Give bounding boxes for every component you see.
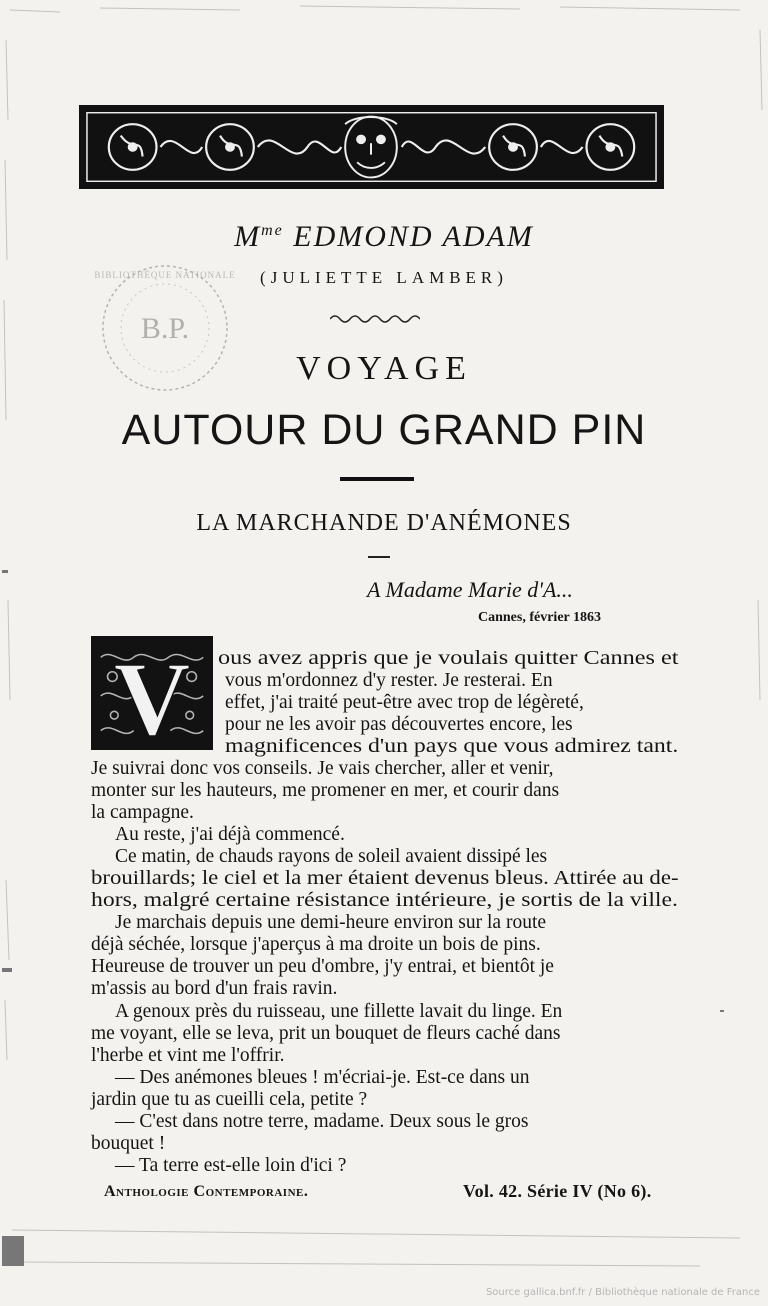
body-line-19: l'herbe et vint me l'offrir. — [91, 1045, 285, 1066]
body-line-14: déjà séchée, lorsque j'aperçus à ma droite un bois de pins. — [91, 934, 541, 955]
body-line-17: A genoux près du ruisseau, une fillette lavait du linge. En — [115, 1001, 563, 1022]
floral-ornament-icon — [81, 107, 662, 187]
body-line-8: la campagne. — [91, 802, 194, 823]
body-line-10: Ce matin, de chauds rayons de soleil avaient dissipé les — [115, 846, 548, 867]
stamp-initials: B.P. — [140, 312, 190, 345]
author-prefix: M — [234, 220, 262, 253]
body-line-20: — Des anémones bleues ! m'écriai-je. Est-ce dans un — [115, 1067, 530, 1088]
dropcap-letter: V — [113, 639, 191, 748]
title-rule — [340, 477, 414, 481]
footer-anthology: Anthologie Contemporaine. — [104, 1183, 309, 1200]
body-line-23: bouquet ! — [91, 1133, 166, 1154]
body-line-9: Au reste, j'ai déjà commencé. — [115, 824, 345, 845]
body-line-4: pour ne les avoir pas découvertes encore, les — [225, 714, 573, 735]
dedication: A Madame Marie d'A... — [367, 577, 573, 602]
body-line-2: vous m'ordonnez d'y rester. Je resterai. En — [225, 670, 553, 691]
body-line-13: Je marchais depuis une demi-heure environ sur la route — [115, 912, 547, 933]
chapter-rule — [368, 556, 390, 558]
wavy-divider-icon — [330, 313, 420, 325]
dropcap-ornament-icon — [93, 638, 211, 748]
dateline: Cannes, février 1863 — [478, 610, 601, 625]
body-line-18: me voyant, elle se leva, prit un bouquet de fleurs caché dans — [91, 1023, 561, 1044]
author-line — [0, 220, 768, 254]
footer-volume: Vol. 42. Série IV (No 6). — [463, 1181, 652, 1201]
source-attribution: Source gallica.bnf.fr / Bibliothèque nationale de France — [485, 1287, 760, 1298]
body-line-15: Heureuse de trouver un peu d'ombre, j'y entrai, et bientôt je — [91, 956, 554, 977]
body-line-7: monter sur les hauteurs, me promener en mer, et courir dans — [91, 780, 560, 801]
author-sup: me — [261, 222, 284, 239]
author-name: EDMOND ADAM — [293, 220, 534, 253]
dropcap-block — [91, 636, 213, 750]
body-line-11: brouillards; le ciel et la mer étaient devenus bleus. Attirée au de- — [91, 868, 679, 889]
ornamental-header-band — [79, 105, 664, 189]
stamp-text: BIBLIOTHÈQUE NATIONALE — [94, 270, 236, 280]
title-line-2: AUTOUR DU GRAND PIN — [121, 406, 647, 454]
title-line-1: VOYAGE — [296, 350, 472, 387]
body-line-12: hors, malgré certaine résistance intérieure, je sortis de la ville. — [91, 890, 678, 911]
chapter-title: LA MARCHANDE D'ANÉMONES — [196, 510, 572, 536]
body-line-5: magnificences d'un pays que vous admirez tant. — [225, 736, 679, 757]
body-line-3: effet, j'ai traité peut-être avec trop de légèreté, — [225, 692, 584, 713]
body-line-22: — C'est dans notre terre, madame. Deux sous le gros — [115, 1111, 529, 1132]
body-line-16: m'assis au bord d'un frais ravin. — [91, 978, 338, 999]
body-line-1: ous avez appris que je voulais quitter Cannes et — [218, 648, 679, 669]
author-pseudonym: (JULIETTE LAMBER) — [260, 268, 508, 287]
body-line-24: — Ta terre est-elle loin d'ici ? — [115, 1155, 347, 1176]
body-line-6: Je suivrai donc vos conseils. Je vais chercher, aller et venir, — [91, 758, 554, 779]
body-line-21: jardin que tu as cueilli cela, petite ? — [91, 1089, 368, 1110]
